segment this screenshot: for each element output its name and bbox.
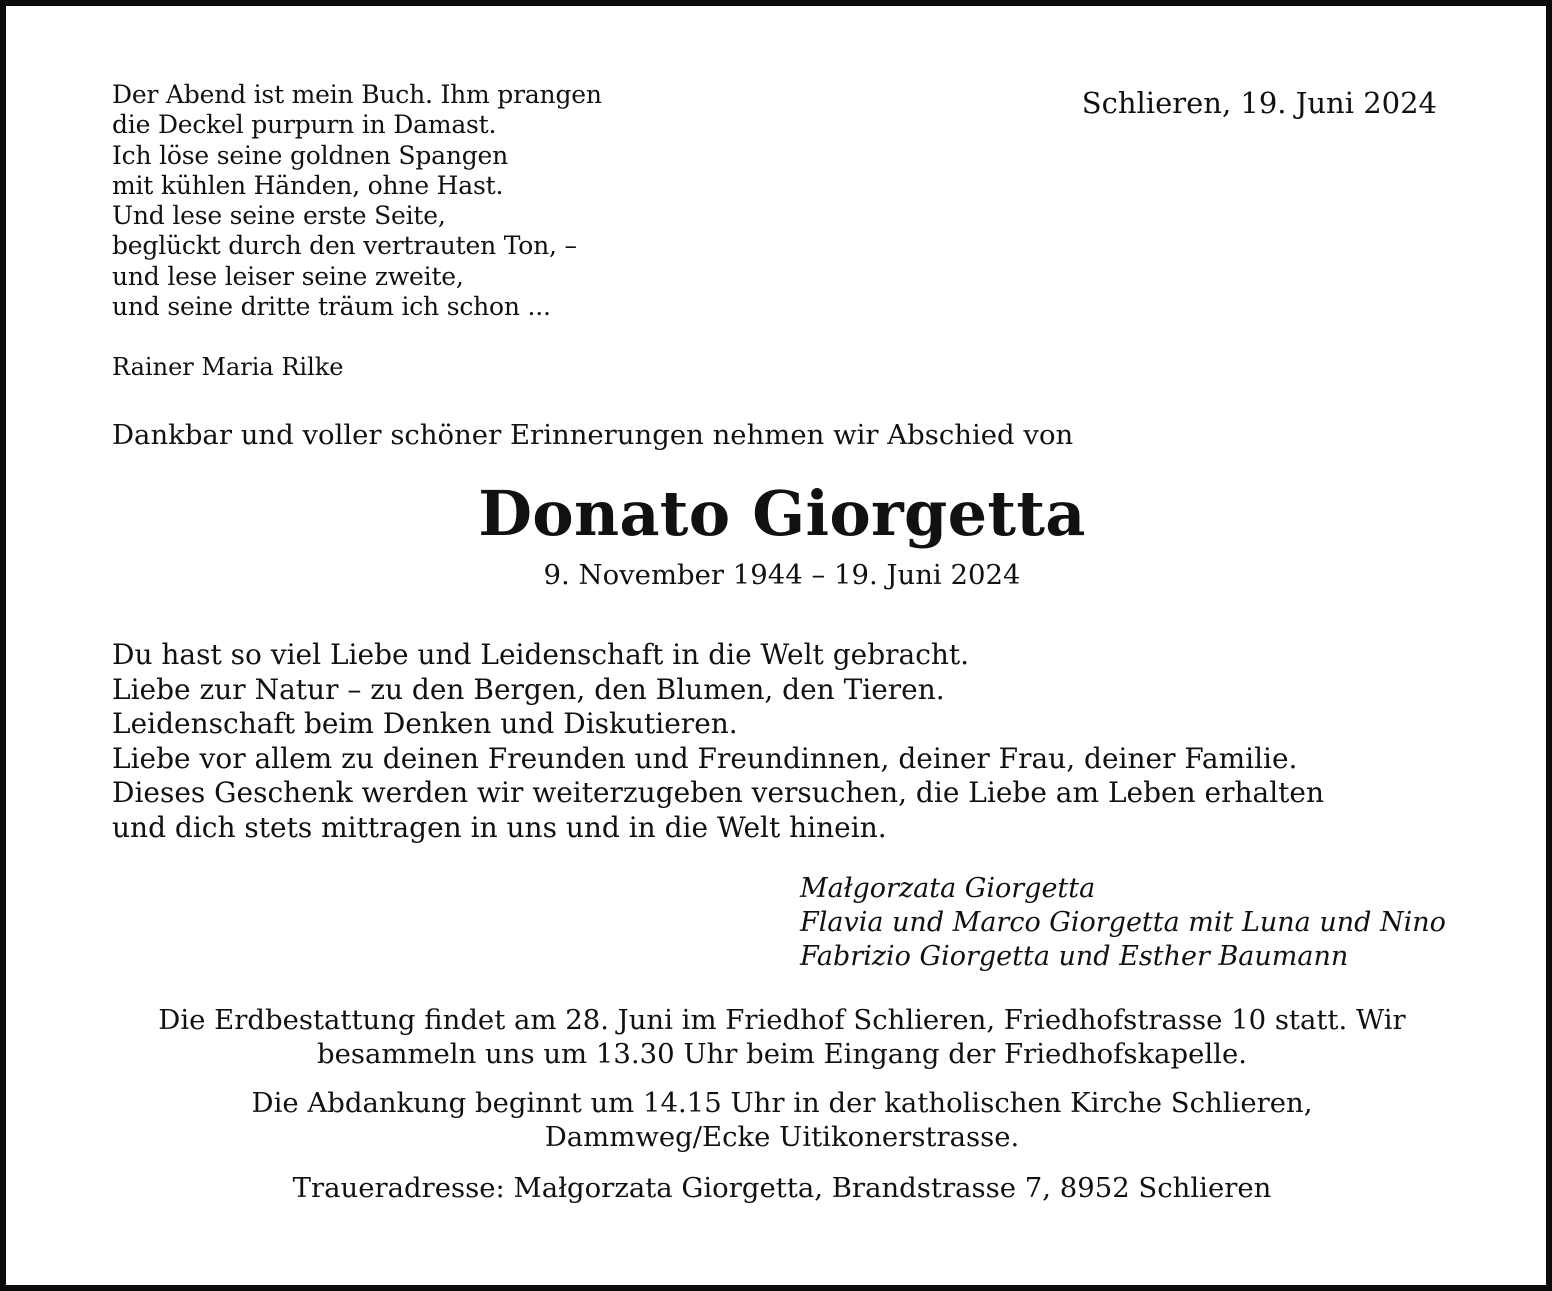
poem-line: die Deckel purpurn in Damast. — [112, 110, 497, 140]
address-line: Traueradresse: Małgorzata Giorgetta, Brandstrasse 7, 8952 Schlieren — [292, 1172, 1272, 1204]
poem-line: Ich löse seine goldnen Spangen — [112, 140, 509, 170]
poem-line: mit kühlen Händen, ohne Hast. — [112, 170, 504, 200]
poem-line: Der Abend ist mein Buch. Ihm prangen — [112, 80, 602, 109]
tribute-line: Liebe vor allem zu deinen Freunden und Freundinnen, deiner Frau, deiner Familie. — [112, 741, 1298, 775]
service-line: Die Abdankung beginnt um 14.15 Uhr in der katholischen Kirche Schlieren, — [251, 1087, 1313, 1119]
deceased-name: Donato Giorgetta — [478, 477, 1086, 550]
life-dates: 9. November 1944 – 19. Juni 2024 — [543, 559, 1021, 591]
tribute-line: und dich stets mittragen in uns und in die Welt hinein. — [112, 810, 887, 844]
poem-line: beglückt durch den vertrauten Ton, – — [112, 231, 577, 261]
mourning-address — [6, 1171, 1552, 1205]
burial-line: besammeln uns um 13.30 Uhr beim Eingang der Friedhofskapelle. — [316, 1038, 1247, 1070]
poem-line: Und lese seine erste Seite, — [112, 201, 446, 231]
farewell-intro: Dankbar und voller schöner Erinnerungen nehmen wir Abschied von — [112, 419, 1074, 451]
mourner-name: Małgorzata Giorgetta — [800, 873, 1096, 904]
burial-line: Die Erdbestattung findet am 28. Juni im Friedhof Schlieren, Friedhofstrasse 10 statt. Wir — [158, 1004, 1406, 1036]
poem-line: und lese leiser seine zweite, — [112, 261, 464, 291]
poem — [112, 80, 672, 322]
service-line: Dammweg/Ecke Uitikonerstrasse. — [544, 1121, 1020, 1153]
mourners-list — [800, 872, 1446, 974]
burial-notice — [6, 1003, 1552, 1071]
place-date: Schlieren, 19. Juni 2024 — [1081, 86, 1437, 120]
service-notice — [6, 1086, 1552, 1154]
poem-author: Rainer Maria Rilke — [112, 353, 344, 381]
tribute-line: Du hast so viel Liebe und Leidenschaft in die Welt gebracht. — [112, 638, 970, 671]
mourner-name: Flavia und Marco Giorgetta mit Luna und Nino — [800, 907, 1446, 938]
poem-line: und seine dritte träum ich schon ... — [112, 292, 551, 322]
tribute-line: Liebe zur Natur – zu den Bergen, den Blumen, den Tieren. — [112, 672, 945, 706]
tribute-line: Leidenschaft beim Denken und Diskutieren. — [112, 707, 738, 740]
tribute-text — [112, 638, 1452, 845]
tribute-line: Dieses Geschenk werden wir weiterzugeben versuchen, die Liebe am Leben erhalten — [112, 776, 1325, 809]
mourner-name: Fabrizio Giorgetta und Esther Baumann — [800, 941, 1349, 972]
